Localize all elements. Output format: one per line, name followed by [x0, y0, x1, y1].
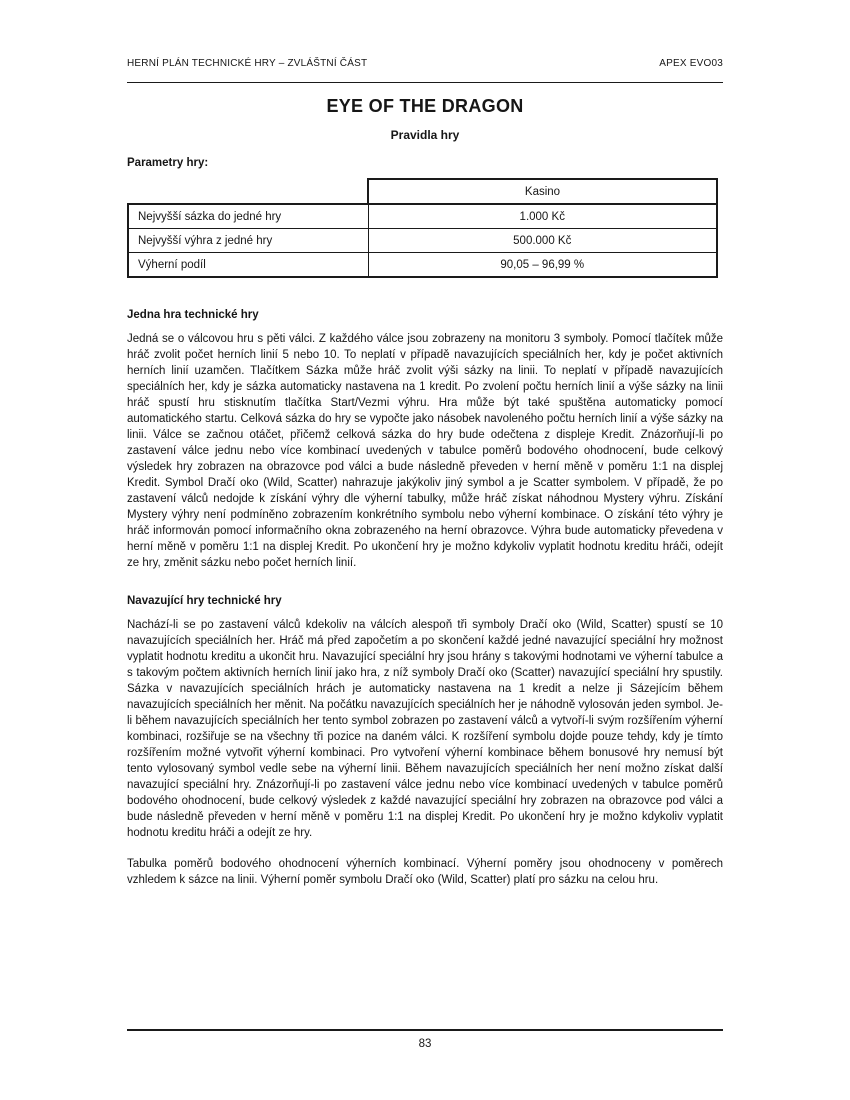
section-heading: Navazující hry technické hry: [127, 595, 282, 607]
table-row-value: 500.000 Kč: [368, 229, 717, 253]
table-row-label: Nejvyšší sázka do jedné hry: [128, 204, 368, 229]
parameters-table: [127, 178, 718, 278]
section-heading: Jedna hra technické hry: [127, 309, 259, 321]
header-rule: [127, 82, 723, 83]
page-content: [127, 0, 723, 888]
table-empty-corner-cell: [128, 179, 368, 204]
parameters-label: Parametry hry:: [127, 157, 209, 169]
page-subtitle: Pravidla hry: [390, 128, 460, 142]
body-paragraph: Tabulka poměrů bodového ohodnocení výherních kombinací. Výherní poměry jsou ohodnoceny v poměrech vzhledem k sázce na linii. Výherní poměr symbolu Dračí oko (Wild, Scatter) platí pro sázku na celou hru.: [127, 858, 723, 886]
table-column-header: Kasino: [368, 179, 717, 204]
section-bonus-games: [127, 593, 723, 888]
footer-rule: [127, 1029, 723, 1031]
table-row-value: 90,05 – 96,99 %: [368, 253, 717, 278]
running-header-right: APEX EVO03: [659, 58, 723, 69]
page-number: 83: [418, 1038, 432, 1050]
running-header: [127, 0, 723, 70]
page-footer: [127, 1029, 723, 1050]
body-paragraph: Jedná se o válcovou hru s pěti válci. Z každého válce jsou zobrazeny na monitoru 3 symboly. Pomocí tlačítek může hráč zvolit počet herních linií 5 nebo 10. To neplatí v případě navazujících speciálních her, kdy je počet aktivních herních linií uzamčen. Tlačítkem Sázka může hráč zvolit výši sázky na linii. To neplatí v případě navazujících speciálních her, kdy je sázka automaticky nastavena na 1 kredit. Po zvolení počtu herních linií a výše sázky na linii hráč spustí hru stisknutím tlačítka Start/Vezmi výhru. Hra může být také spuštěna automaticky pomocí automatického startu. Celková sázka do hry se vypočte jako násobek navoleného počtu herních linií a výše sázky na linii. Válce se začnou otáčet, přičemž celková sázka do hry bude odečtena z displeje Kredit. Znázorňují-li po zastavení válce jednu nebo více kombinací uvedených v tabulce poměrů bodového ohodnocení, bude celkový výsledek hry zobrazen na obrazovce pod válci a bude následně převeden v herní měně v poměru 1:1 na displej Kredit. Symbol Dračí oko (Wild, Scatter) nahrazuje jakýkoliv jiný symbol a je Scatter symbolem. V případě, že po zastavení válců nedojde k získání výhry dle výherní tabulky, může hráč získat náhodnou Mystery výhru. Získání Mystery výhry není podmíněno zobrazením konkrétního symbolu nebo výherní kombinace. O získání této výhry je hráč informován pomocí informačního okna zobrazeného na herní obrazovce. Výhra bude automaticky převedena v herní měně v poměru 1:1 na displej Kredit. Po ukončení hry je možno kdykoliv vyplatit hodnotu kreditu hráči, odejít ze hry, změnit sázku nebo počet herních linií.: [127, 333, 723, 569]
table-header-row: [128, 179, 717, 204]
table-row: [128, 229, 717, 253]
section-single-game: [127, 307, 723, 571]
running-header-left: HERNÍ PLÁN TECHNICKÉ HRY – ZVLÁŠTNÍ ČÁST: [127, 58, 368, 69]
table-row: [128, 204, 717, 229]
table-row: [128, 253, 717, 278]
table-row-value: 1.000 Kč: [368, 204, 717, 229]
table-row-label: Výherní podíl: [128, 253, 368, 278]
body-paragraph: Nachází-li se po zastavení válců kdekoliv na válcích alespoň tři symboly Dračí oko (Wild, Scatter) spustí se 10 navazujících speciálních her. Hráč má před započetím a po skončení každé jedné navazující speciální hry možnost vyplatit hodnotu kreditu a ukončit hru. Navazující speciální hry jsou hrány s takovými hodnotami ve výherní tabulce a s takovým počtem aktivních herních linií jako hra, z níž symboly Dračí oko (Scatter) navazující speciální hry spustily. Sázka v navazujících speciálních hrách je automaticky nastavena na 1 kredit a nelze ji Sázejícím během navazujících speciálních her měnit. Na počátku navazujících speciálních her je náhodně vylosován jeden symbol. Je-li během navazujících speciálních her tento symbol zobrazen po zastavení válců a vytvoří-li svým rozšířením výherní kombinaci, rozšiřuje se na všechny tři pozice na daném válci. K rozšíření symbolu dojde pouze tehdy, kdy je tímto rozšířením možné vytvořit výherní kombinaci. Pro vytvoření výherní kombinace během bonusové hry nemusí být tento vylosovaný symbol vedle sebe na výherní linii. Během navazujících speciálních her není možno získat další navazující speciální hry. Znázorňují-li po zastavení válce jednu nebo více kombinací uvedených v tabulce poměrů bodového ohodnocení, bude celkový výsledek z každé navazující speciální hry zobrazen na obrazovce pod válci a bude následně převeden v herní měně v poměru 1:1 na displej Kredit. Po ukončení hry je možno kdykoliv vyplatit hodnotu kreditu hráči a odejít ze hry.: [127, 619, 723, 839]
page-title: EYE OF THE DRAGON: [326, 96, 524, 116]
table-row-label: Nejvyšší výhra z jedné hry: [128, 229, 368, 253]
